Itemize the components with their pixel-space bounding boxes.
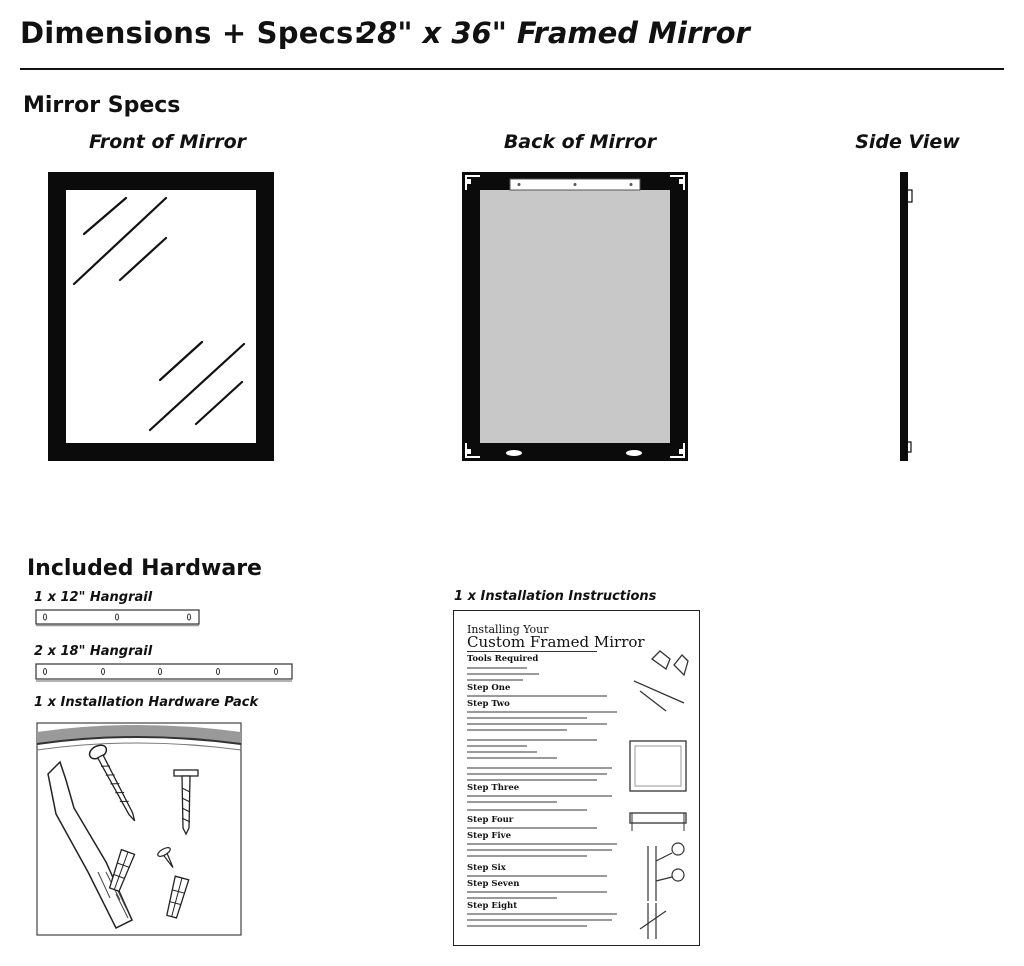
doc-text-line	[467, 711, 617, 713]
doc-diagrams	[626, 641, 692, 941]
installation-instructions-document	[453, 610, 700, 946]
doc-title-line1: Installing Your	[467, 623, 549, 636]
doc-text-line	[467, 925, 587, 927]
doc-heading: Tools Required	[467, 654, 539, 664]
doc-heading: Step Six	[467, 863, 506, 873]
doc-text-line	[467, 767, 612, 769]
doc-heading: Step Two	[467, 699, 510, 709]
doc-text-line	[467, 667, 527, 669]
doc-text-line	[467, 809, 587, 811]
doc-title-line2: Custom Framed Mirror	[467, 633, 645, 651]
back-view-label: Back of Mirror	[503, 131, 657, 153]
doc-text-line	[467, 891, 607, 893]
doc-text-line	[467, 739, 597, 741]
doc-heading: Step Four	[467, 815, 514, 825]
page-title: Dimensions + Specs:	[20, 16, 366, 50]
doc-title-underline	[467, 651, 597, 652]
included-hardware-heading: Included Hardware	[27, 556, 262, 581]
mirror-specs-heading: Mirror Specs	[23, 93, 181, 118]
doc-text-line	[467, 843, 617, 845]
installation-instructions-label: 1 x Installation Instructions	[454, 589, 657, 604]
page-header	[20, 14, 1004, 72]
side-view-label: Side View	[855, 131, 960, 153]
doc-text-line	[467, 717, 587, 719]
doc-heading: Step Five	[467, 831, 511, 841]
hangrail-12-label: 1 x 12" Hangrail	[34, 590, 153, 605]
doc-heading: Step One	[467, 683, 511, 693]
doc-heading: Step Eight	[467, 901, 518, 911]
doc-text-line	[467, 773, 607, 775]
doc-text-line	[467, 795, 612, 797]
doc-heading: Step Seven	[467, 879, 520, 889]
mirror-front-illustration	[48, 172, 274, 461]
doc-text-line	[467, 875, 607, 877]
doc-text-line	[467, 673, 539, 675]
doc-text-line	[467, 745, 527, 747]
mirror-side-illustration	[898, 172, 918, 461]
doc-text-line	[467, 729, 567, 731]
doc-text-line	[467, 801, 557, 803]
front-view-label: Front of Mirror	[88, 131, 247, 153]
doc-text-line	[467, 849, 612, 851]
hardware-pack-label: 1 x Installation Hardware Pack	[34, 695, 259, 710]
doc-text-line	[467, 913, 617, 915]
doc-heading: Step Three	[467, 783, 520, 793]
doc-text-line	[467, 723, 607, 725]
hardware-pack-illustration	[36, 722, 242, 936]
doc-text-line	[467, 679, 523, 681]
hangrail-18-illustration	[35, 662, 295, 684]
hangrail-12-illustration	[35, 608, 201, 628]
doc-text-line	[467, 855, 587, 857]
mirror-back-illustration	[462, 172, 688, 461]
doc-text-line	[467, 779, 597, 781]
doc-text-line	[467, 897, 557, 899]
doc-text-line	[467, 695, 607, 697]
header-divider	[20, 68, 1004, 70]
doc-text-line	[467, 919, 612, 921]
doc-text-line	[467, 751, 537, 753]
hangrail-18-label: 2 x 18" Hangrail	[34, 644, 153, 659]
page-subtitle: 28" x 36" Framed Mirror	[357, 16, 750, 50]
doc-text-line	[467, 757, 557, 759]
doc-text-line	[467, 827, 597, 829]
